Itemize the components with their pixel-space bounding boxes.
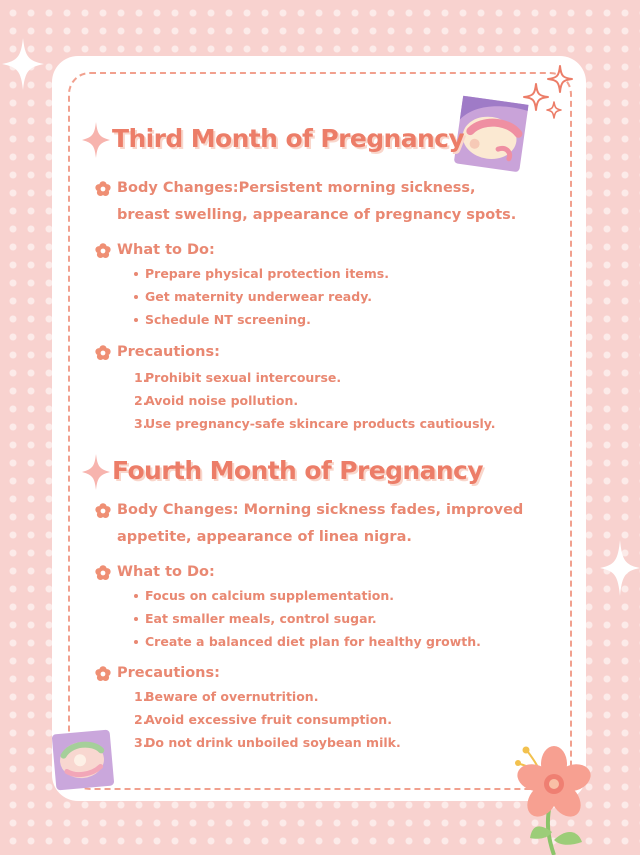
- sparkle-icon: [2, 38, 44, 90]
- flower-icon: [95, 666, 111, 682]
- bullet-dot-icon: [134, 640, 138, 644]
- body-changes-value: Morning sickness fades, improved: [238, 502, 524, 518]
- body-changes-text: [117, 502, 523, 518]
- list-item: 3. Use pregnancy-safe skincare products cautiously.: [134, 416, 496, 431]
- flower-decoration-icon: [508, 742, 600, 855]
- precautions-list: [134, 685, 401, 754]
- list-item: 2. Avoid noise pollution.: [134, 393, 299, 408]
- list-item: Prepare physical protection items.: [134, 262, 389, 285]
- list-item: 3. Do not drink unboiled soybean milk.: [134, 735, 401, 750]
- list-item: Create a balanced diet plan for healthy growth.: [134, 630, 481, 653]
- precautions-list: [134, 366, 496, 435]
- list-item: 1. Beware of overnutrition.: [134, 689, 319, 704]
- what-to-do-list: [134, 262, 389, 331]
- body-changes-value: Persistent morning sickness,: [238, 180, 476, 196]
- flower-icon: [95, 565, 111, 581]
- body-changes-text: [117, 180, 476, 196]
- precautions-heading: Precautions:: [117, 665, 220, 681]
- bullet-dot-icon: [134, 295, 138, 299]
- flower-icon: [95, 345, 111, 361]
- bullet-dot-icon: [134, 617, 138, 621]
- list-item: 2. Avoid excessive fruit consumption.: [134, 712, 392, 727]
- bullet-dot-icon: [134, 318, 138, 322]
- bullet-dot-icon: [134, 594, 138, 598]
- what-to-do-list: [134, 584, 481, 653]
- list-item: Schedule NT screening.: [134, 308, 389, 331]
- body-changes-continued: appetite, appearance of linea nigra.: [117, 529, 412, 545]
- bullet-dot-icon: [134, 272, 138, 276]
- list-item: Eat smaller meals, control sugar.: [134, 607, 481, 630]
- sparkle-icon: [82, 122, 110, 158]
- list-item: 1. Prohibit sexual intercourse.: [134, 370, 342, 385]
- body-changes-label: Body Changes:: [117, 180, 239, 196]
- body-changes-label: Body Changes:: [117, 502, 239, 518]
- sparkle-icon: [82, 454, 110, 490]
- flower-icon: [95, 181, 111, 197]
- flower-icon: [95, 243, 111, 259]
- section-title-third-month: Third Month of Pregnancy: [112, 124, 465, 153]
- what-to-do-heading: What to Do:: [117, 242, 215, 258]
- pregnancy-illustration-icon: [50, 728, 116, 792]
- list-item: Focus on calcium supplementation.: [134, 584, 481, 607]
- flower-icon: [95, 503, 111, 519]
- precautions-heading: Precautions:: [117, 344, 220, 360]
- what-to-do-heading: What to Do:: [117, 564, 215, 580]
- body-changes-continued: breast swelling, appearance of pregnancy spots.: [117, 207, 517, 223]
- sparkle-icon: [600, 540, 640, 596]
- section-title-fourth-month: Fourth Month of Pregnancy: [112, 456, 483, 485]
- list-item: Get maternity underwear ready.: [134, 285, 389, 308]
